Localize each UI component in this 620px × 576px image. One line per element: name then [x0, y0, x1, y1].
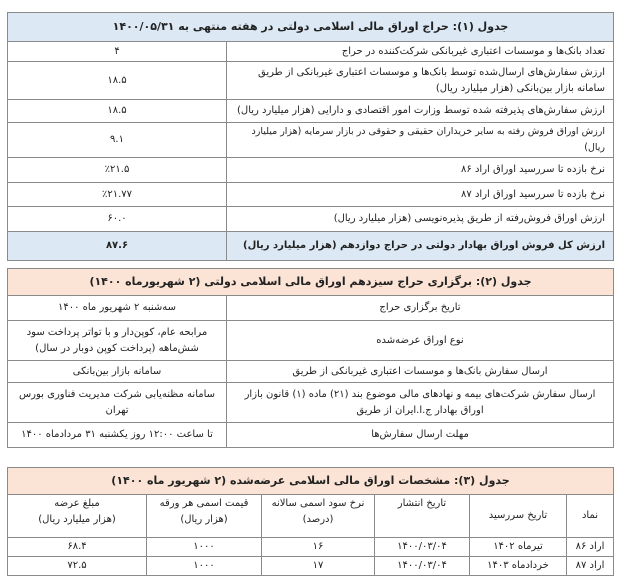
row-value: ۱۸.۵ [8, 100, 227, 123]
table-row [8, 361, 614, 383]
cell-issue-date: ۱۴۰۰/۰۳/۰۴ [375, 557, 470, 576]
table-row [8, 123, 614, 158]
total-value: ۸۷.۶ [8, 232, 227, 261]
row-value: مرابحه عام، کوپن‌دار و با تواتر پرداخت سود شش‌ماهه (پرداخت کوپن دوبار در سال) [8, 321, 227, 361]
row-value: سامانه بازار بین‌بانکی [8, 361, 227, 383]
header-row [8, 495, 614, 538]
table-row [8, 321, 614, 361]
row-value: سامانه مظنه‌یابی شرکت مدیریت فناوری بورس تهران [8, 383, 227, 423]
row-value: تا ساعت ۱۲:۰۰ روز یکشنبه ۳۱ مردادماه ۱۴۰۰ [8, 423, 227, 448]
table-1-title: جدول (۱): حراج اوراق مالی اسلامی دولتی در هفته منتهی به ۱۴۰۰/۰۵/۳۱ [8, 13, 614, 42]
cell-amount: ۷۲.۵ [8, 557, 147, 576]
column-header: تاریخ سررسید [470, 495, 567, 538]
cell-symbol: اراد ۸۷ [567, 557, 614, 576]
row-label: ارزش سفارش‌های پذیرفته شده توسط وزارت امور اقتصادی و دارایی (هزار میلیارد ریال) [227, 100, 614, 123]
table-row [8, 423, 614, 448]
table-3-title: جدول (۳): مشخصات اوراق مالی اسلامی عرضه‌شده (۲ شهریور ماه ۱۴۰۰) [8, 468, 614, 495]
row-value: ۶۰.۰ [8, 207, 227, 232]
row-value: ۹.۱ [8, 123, 227, 158]
row-value: ٪۲۱.۷۷ [8, 183, 227, 207]
row-label: نرخ بازده تا سررسید اوراق اراد ۸۶ [227, 158, 614, 183]
table-row [8, 183, 614, 207]
cell-face-value: ۱۰۰۰ [147, 557, 262, 576]
table-3-securities-specs [7, 467, 614, 576]
column-header: نماد [567, 495, 614, 538]
cell-rate: ۱۶ [262, 538, 375, 557]
total-label: ارزش کل فروش اوراق بهادار دولتی در حراج دوازدهم (هزار میلیارد ریال) [227, 232, 614, 261]
total-row [8, 232, 614, 261]
table-row [8, 158, 614, 183]
table-row [8, 383, 614, 423]
cell-maturity: تیرماه ۱۴۰۲ [470, 538, 567, 557]
row-label: نرخ بازده تا سررسید اوراق اراد ۸۷ [227, 183, 614, 207]
column-header: تاریخ انتشار [375, 495, 470, 538]
column-header: نرخ سود اسمی سالانه (درصد) [262, 495, 375, 538]
table-row [8, 207, 614, 232]
row-value: ٪۲۱.۵ [8, 158, 227, 183]
column-header: مبلغ عرضه (هزار میلیارد ریال) [8, 495, 147, 538]
row-label: مهلت ارسال سفارش‌ها [227, 423, 614, 448]
row-label: ارزش سفارش‌های ارسال‌شده توسط بانک‌ها و موسسات اعتباری غیربانکی از طریق سامانه بازار بین‌بانکی (هزار میلیارد ریال) [227, 62, 614, 100]
row-label: ارزش اوراق فروش‌رفته از طریق پذیره‌نویسی (هزار میلیارد ریال) [227, 207, 614, 232]
row-label: ارزش اوراق فروش رفته به سایر خریداران حقیقی و حقوقی در بازار سرمایه (هزار میلیارد ریال) [227, 123, 614, 158]
row-label: نوع اوراق عرضه‌شده [227, 321, 614, 361]
table-2-auction-schedule [7, 268, 614, 448]
table-row [8, 100, 614, 123]
cell-maturity: خردادماه ۱۴۰۳ [470, 557, 567, 576]
table-row [8, 62, 614, 100]
table-2-title: جدول (۲): برگزاری حراج سیزدهم اوراق مالی اسلامی دولتی (۲ شهریورماه ۱۴۰۰) [8, 269, 614, 296]
table-row [8, 296, 614, 321]
cell-rate: ۱۷ [262, 557, 375, 576]
row-label: ارسال سفارش شرکت‌های بیمه و نهادهای مالی موضوع بند (۲۱) ماده (۱) قانون بازار اوراق بهادار ج.ا.ایران از طریق [227, 383, 614, 423]
row-value: ۴ [8, 42, 227, 62]
row-value: ۱۸.۵ [8, 62, 227, 100]
table-row [8, 538, 614, 557]
row-label: ارسال سفارش بانک‌ها و موسسات اعتباری غیربانکی از طریق [227, 361, 614, 383]
cell-issue-date: ۱۴۰۰/۰۳/۰۴ [375, 538, 470, 557]
row-value: سه‌شنبه ۲ شهریور ماه ۱۴۰۰ [8, 296, 227, 321]
cell-amount: ۶۸.۴ [8, 538, 147, 557]
row-label: تاریخ برگزاری حراج [227, 296, 614, 321]
cell-face-value: ۱۰۰۰ [147, 538, 262, 557]
table-1-auction-results [7, 12, 614, 261]
table-row [8, 42, 614, 62]
cell-symbol: اراد ۸۶ [567, 538, 614, 557]
column-header: قیمت اسمی هر ورقه (هزار ریال) [147, 495, 262, 538]
row-label: تعداد بانک‌ها و موسسات اعتباری غیربانکی شرکت‌کننده در حراج [227, 42, 614, 62]
